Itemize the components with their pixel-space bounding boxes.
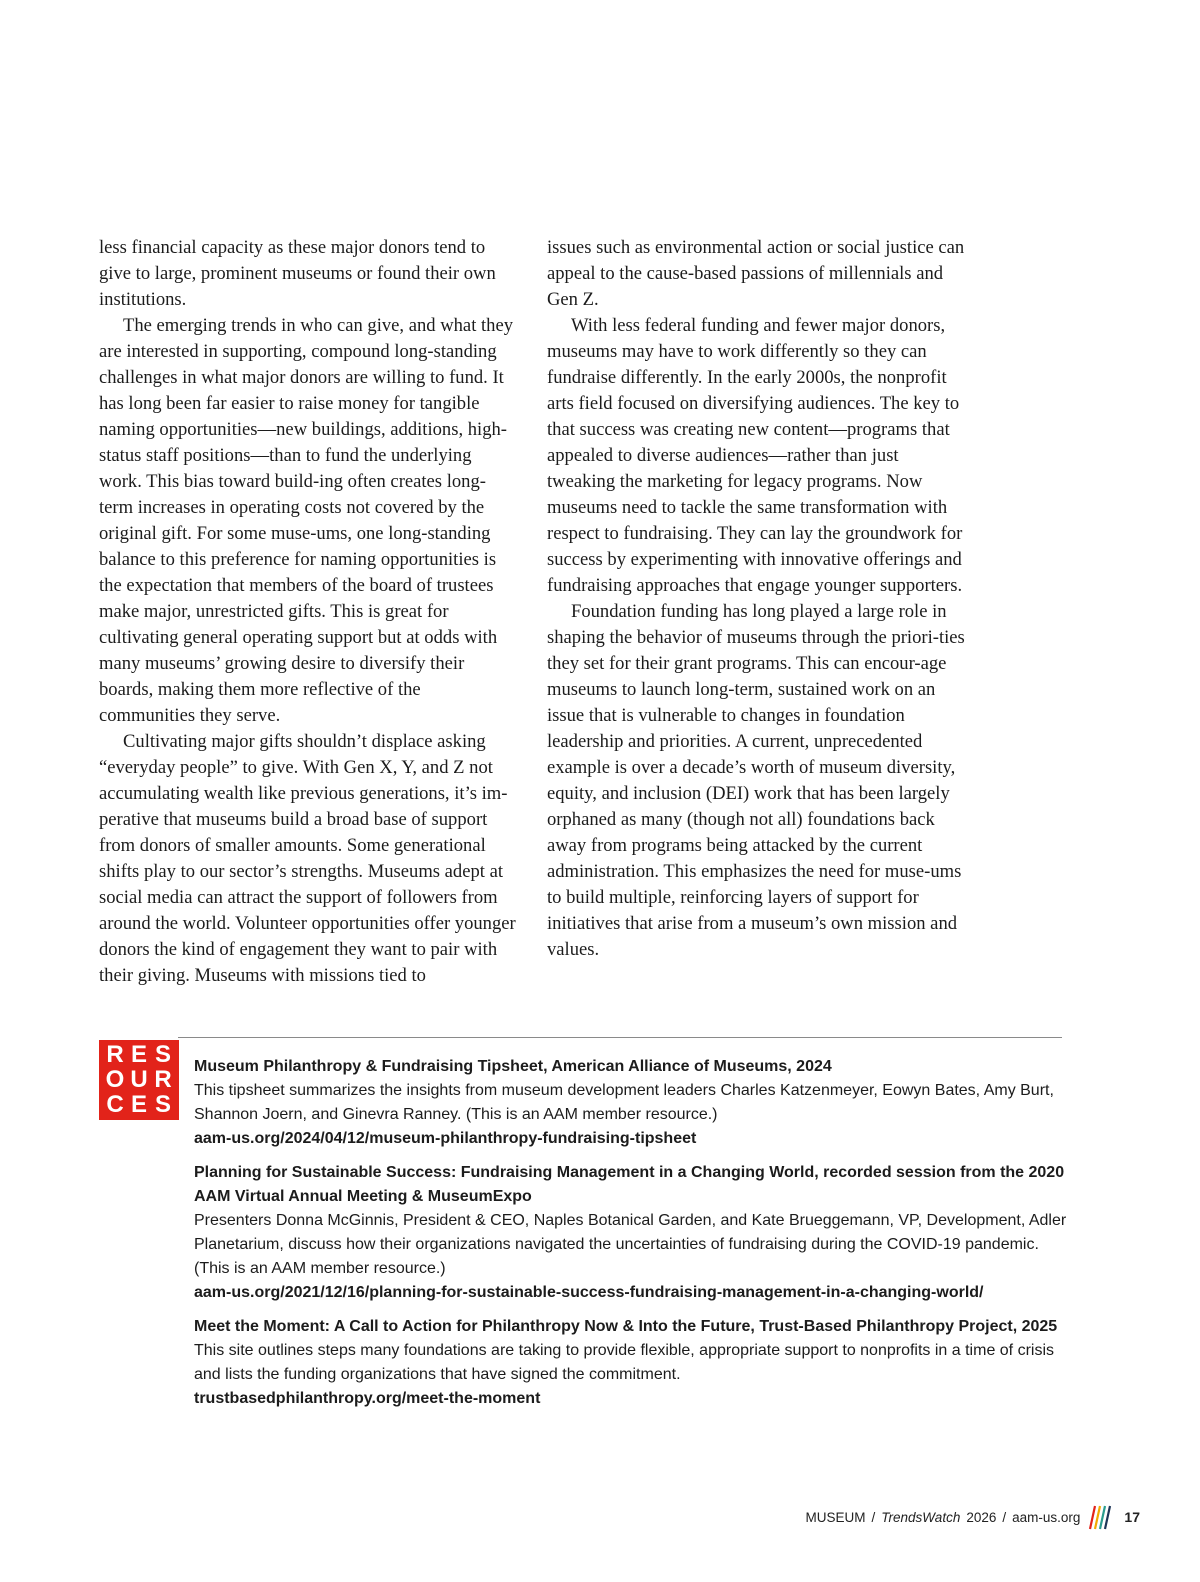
paragraph: issues such as environmental action or social justice can appeal to the cause-based passions of millennials and Gen Z. — [547, 237, 965, 310]
resources-divider — [178, 1037, 1062, 1038]
footer-year: 2026 — [966, 1509, 997, 1525]
badge-letter: O — [105, 1065, 125, 1093]
resource-title: Planning for Sustainable Success: Fundraising Management in a Changing World, recorded session from the 2020 AAM Virtual Annual Meeting & MuseumExpo — [194, 1164, 1065, 1205]
badge-letter: S — [154, 1091, 171, 1119]
footer-series: TrendsWatch — [881, 1509, 961, 1525]
resource-title: Museum Philanthropy & Fundraising Tipsheet, American Alliance of Museums, 2024 — [194, 1058, 832, 1075]
badge-letter: R — [106, 1040, 124, 1068]
resource-description: Presenters Donna McGinnis, President & CEO, Naples Botanical Garden, and Kate Brueggemann, VP, Development, Adler Planetarium, discuss how their organizations navigated the uncertainties of fundraising during the COVID-19 pandemic. (This is an AAM member resource.) — [194, 1212, 1067, 1277]
resource-item — [194, 1315, 1074, 1411]
badge-letter: E — [130, 1091, 147, 1119]
trendswatch-stripes-icon — [1086, 1503, 1112, 1531]
badge-letter: U — [130, 1065, 148, 1093]
badge-letter: C — [106, 1091, 124, 1119]
footer-publication: MUSEUM — [805, 1509, 866, 1525]
resource-title: Meet the Moment: A Call to Action for Philanthropy Now & Into the Future, Trust-Based Philanthropy Project, 2025 — [194, 1318, 1058, 1335]
page-number: 17 — [1124, 1509, 1140, 1525]
resources-list — [194, 1055, 1074, 1421]
resource-link[interactable]: aam-us.org/2024/04/12/museum-philanthropy-fundraising-tipsheet — [194, 1130, 697, 1147]
page-footer — [806, 1502, 1140, 1532]
resource-item — [194, 1055, 1074, 1151]
footer-separator: / — [1002, 1509, 1007, 1525]
resource-description: This tipsheet summarizes the insights from museum development leaders Charles Katzenmeyer, Eowyn Bates, Amy Burt, Shannon Joern, and Ginevra Ranney. (This is an AAM member resource.) — [194, 1082, 1054, 1123]
left-column — [99, 235, 519, 989]
paragraph: Cultivating major gifts shouldn’t displace asking “everyday people” to give. With Gen X, Y, and Z not accumulating wealth like previous generations, it’s im-perative that museums build a broad base of support from donors of smaller amounts. Some generational shifts play to our sector’s strengths. Museums adept at social media can attract the support of followers from around the world. Volunteer opportunities offer younger donors the kind of engagement they want to pair with their giving. Museums with missions tied to — [99, 731, 516, 986]
footer-site: aam-us.org — [1012, 1509, 1081, 1525]
badge-letter: E — [130, 1040, 147, 1068]
resource-link[interactable]: trustbasedphilanthropy.org/meet-the-moment — [194, 1390, 541, 1407]
paragraph: With less federal funding and fewer major donors, museums may have to work differently so they can fundraise differently. In the early 2000s, the nonprofit arts field focused on diversifying audiences. The key to that success was creating new content—programs that appealed to diverse audiences—rather than just tweaking the marketing for legacy programs. Now museums need to tackle the same transformation with respect to fundraising. They can lay the groundwork for success by experimenting with innovative offerings and fundraising approaches that engage younger supporters. — [547, 315, 963, 596]
article-body — [99, 235, 979, 989]
resource-item — [194, 1161, 1074, 1305]
footer-separator: / — [871, 1509, 876, 1525]
paragraph: Foundation funding has long played a large role in shaping the behavior of museums through the priori-ties they set for their grant programs. This can encour-age museums to launch long-term, sustained work on an issue that is vulnerable to changes in foundation leadership and priorities. A current, unprecedented example is over a decade’s worth of museum diversity, equity, and inclusion (DEI) work that has been largely orphaned as many (though not all) foundations back away from programs being attacked by the current administration. This emphasizes the need for muse-ums to build multiple, reinforcing layers of support for initiatives that arise from a museum’s own mission and values. — [547, 601, 965, 960]
badge-letter: S — [154, 1040, 171, 1068]
resource-description: This site outlines steps many foundations are taking to provide flexible, appropriate support to nonprofits in a time of crisis and lists the funding organizations that have signed the commitment. — [194, 1342, 1055, 1383]
badge-letter: R — [154, 1065, 172, 1093]
right-column — [547, 235, 967, 989]
resource-link[interactable]: aam-us.org/2021/12/16/planning-for-sustainable-success-fundraising-management-in-a-changing-world/ — [194, 1284, 984, 1301]
paragraph: less financial capacity as these major donors tend to give to large, prominent museums or found their own institutions. — [99, 237, 496, 310]
resources-badge — [99, 1040, 179, 1120]
paragraph: The emerging trends in who can give, and what they are interested in supporting, compound long-standing challenges in what major donors are willing to fund. It has long been far easier to raise money for tangible naming opportunities—new buildings, additions, high-status staff positions—than to fund the underlying work. This bias toward build-ing often creates long-term increases in operating costs not covered by the original gift. For some muse-ums, one long-standing balance to this preference for naming opportunities is the expectation that members of the board of trustees make major, unrestricted gifts. This is great for cultivating general operating support but at odds with many museums’ growing desire to diversify their boards, making them more reflective of the communities they serve. — [99, 315, 514, 726]
